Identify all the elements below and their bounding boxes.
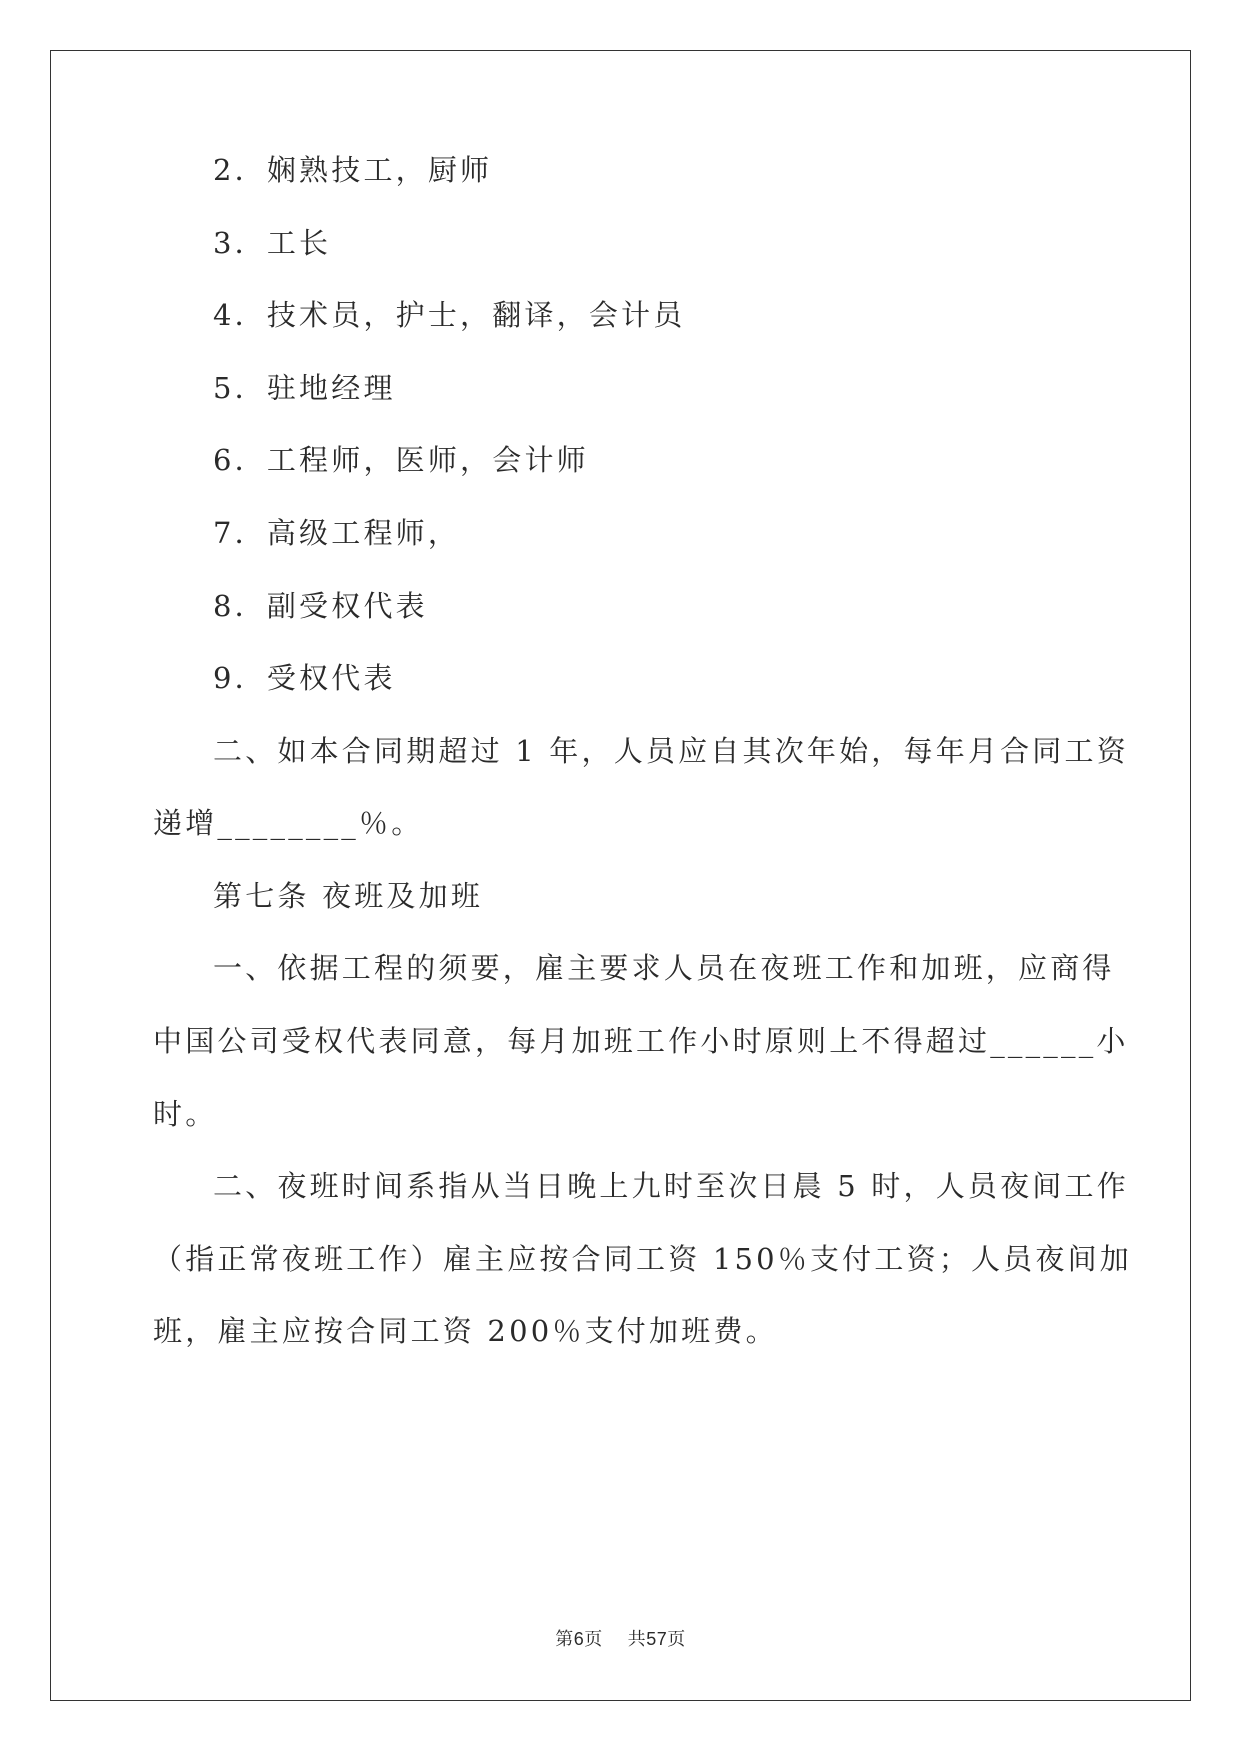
list-item: 5．驻地经理: [213, 371, 396, 405]
current-page-number: 6: [573, 1629, 585, 1649]
paragraph-line: 递增________％。: [153, 806, 424, 840]
paragraph-line: 中国公司受权代表同意，每月加班工作小时原则上不得超过______小: [153, 1024, 1129, 1058]
paragraph-line: 班，雇主应按合同工资 200％支付加班费。: [153, 1314, 778, 1348]
section-heading: 第七条 夜班及加班: [213, 879, 484, 913]
footer-prefix: 第: [555, 1629, 574, 1650]
page-footer: [0, 1625, 1241, 1651]
paragraph-line: 二、夜班时间系指从当日晚上九时至次日晨 5 时，人员夜间工作: [213, 1169, 1129, 1203]
list-item: 6．工程师，医师，会计师: [213, 443, 589, 477]
paragraph-line: （指正常夜班工作）雇主应按合同工资 150％支付工资；人员夜间加: [153, 1242, 1132, 1276]
paragraph-line: 时。: [153, 1097, 218, 1131]
paragraph-line: 二、如本合同期超过 1 年，人员应自其次年始，每年月合同工资: [213, 734, 1129, 768]
list-item: 9．受权代表: [213, 661, 396, 695]
list-item: 7．高级工程师，: [213, 516, 461, 550]
footer-suffix: 页: [667, 1629, 686, 1650]
total-page-number: 57: [646, 1629, 668, 1649]
paragraph-line: 一、依据工程的须要，雇主要求人员在夜班工作和加班，应商得: [213, 951, 1115, 985]
list-item: 4．技术员，护士，翻译，会计员: [213, 298, 686, 332]
list-item: 3．工长: [213, 226, 332, 260]
list-item: 8．副受权代表: [213, 589, 428, 623]
footer-mid: 页 共: [584, 1629, 647, 1650]
list-item: 2．娴熟技工，厨师: [213, 153, 493, 187]
